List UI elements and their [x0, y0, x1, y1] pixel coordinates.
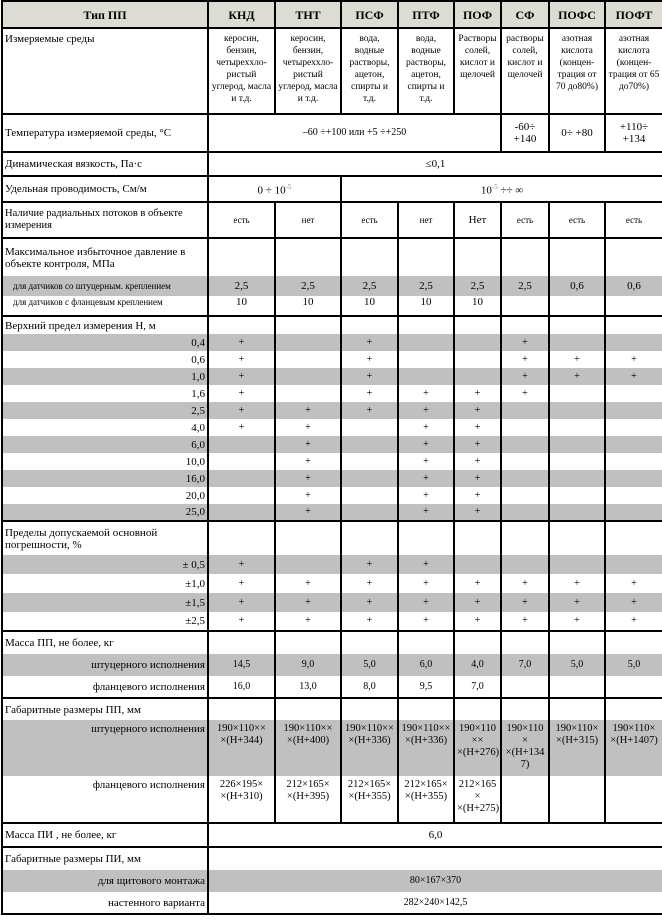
upper-limit-cell: + [398, 487, 454, 504]
dims-pp-cell: 190×110×× ×(Н+336) [398, 720, 454, 776]
upper-limit-cell [454, 351, 501, 368]
error-limits-cell: + [341, 574, 398, 593]
upper-limit-cell [398, 351, 454, 368]
pressure-cell: 0,6 [549, 276, 605, 296]
upper-limit-cell [605, 419, 662, 436]
dims-pp-cell: 190×110×× ×(Н+336) [341, 720, 398, 776]
upper-limit-cell: + [208, 351, 275, 368]
upper-limit-cell [341, 419, 398, 436]
error-limits-row [2, 612, 662, 631]
pressure-header-row [2, 238, 662, 276]
upper-limit-cell [549, 402, 605, 419]
pressure-cell: 10 [208, 296, 275, 316]
upper-limit-cell [605, 504, 662, 521]
upper-limit-cell [549, 453, 605, 470]
error-limits-cell: + [398, 612, 454, 631]
mass-pp-cell: 4,0 [454, 654, 501, 676]
upper-limit-row [2, 402, 662, 419]
dims-pp-cell [605, 776, 662, 823]
conductivity-label: Удельная проводимость, См/м [2, 176, 208, 202]
upper-limit-cell: + [454, 402, 501, 419]
error-limits-cell: + [398, 593, 454, 612]
upper-limit-cell: + [208, 385, 275, 402]
pressure-cell: 10 [341, 296, 398, 316]
error-limits-cell: + [275, 593, 341, 612]
upper-limit-cell [341, 487, 398, 504]
error-limits-cell: + [208, 593, 275, 612]
conductivity-low-base: 0 ÷ 10 [257, 184, 286, 197]
upper-limit-cell [454, 368, 501, 385]
header-col-pof: ПОФ [454, 1, 501, 28]
error-limits-cell: + [208, 612, 275, 631]
upper-limit-cell [275, 351, 341, 368]
pressure-cell: 2,5 [208, 276, 275, 296]
upper-limit-sublabel: 0,6 [2, 351, 208, 368]
error-limits-cell: + [605, 574, 662, 593]
error-limits-cell [501, 555, 549, 574]
temperature-sf: -60÷ +140 [501, 114, 549, 152]
pressure-sublabel: для датчиков со штуцерным. креплением [2, 276, 208, 296]
header-type-label: Тип ПП [2, 1, 208, 28]
upper-limit-cell: + [341, 385, 398, 402]
temperature-row [2, 114, 662, 152]
media-cell: азотная кислота (концен-трация от 65 до70%) [605, 28, 662, 114]
dims-pp-cell [501, 776, 549, 823]
upper-limit-cell: + [454, 453, 501, 470]
pressure-cell: 10 [454, 296, 501, 316]
radial-flows-cell: Нет [454, 202, 501, 238]
upper-limit-row [2, 334, 662, 351]
upper-limit-cell: + [501, 385, 549, 402]
upper-limit-cell [208, 453, 275, 470]
upper-limit-row [2, 419, 662, 436]
pressure-row-threaded [2, 276, 662, 296]
error-limits-cell: + [208, 555, 275, 574]
dims-pi-label: Габаритные размеры ПИ, мм [2, 847, 208, 870]
mass-pp-cell: 14,5 [208, 654, 275, 676]
upper-limit-cell [341, 436, 398, 453]
media-cell: керосин, бензин, четыреххло-ристый углерод, масла и т.д. [208, 28, 275, 114]
error-limits-cell: + [454, 612, 501, 631]
upper-limit-sublabel: 20,0 [2, 487, 208, 504]
mass-pp-row [2, 654, 662, 676]
upper-limit-cell: + [398, 470, 454, 487]
upper-limit-cell: + [275, 402, 341, 419]
pressure-cell [549, 296, 605, 316]
dims-pp-cell: 212×165× ×(Н+395) [275, 776, 341, 823]
mass-pp-cell: 9,0 [275, 654, 341, 676]
mass-pp-cell: 7,0 [454, 676, 501, 698]
upper-limit-cell [341, 470, 398, 487]
upper-limit-cell [501, 470, 549, 487]
upper-limit-cell: + [275, 453, 341, 470]
error-limits-cell: + [549, 593, 605, 612]
dims-pp-label: Габаритные размеры ПП, мм [2, 698, 208, 720]
upper-limit-cell [208, 436, 275, 453]
conductivity-high-tail: ÷÷ ∞ [497, 184, 524, 197]
upper-limit-cell: + [501, 351, 549, 368]
upper-limit-rows [2, 334, 662, 521]
dims-pp-sublabel: фланцевого исполнения [2, 776, 208, 823]
upper-limit-sublabel: 16,0 [2, 470, 208, 487]
pressure-cell [605, 296, 662, 316]
upper-limit-cell: + [454, 419, 501, 436]
dims-pp-cell: 190×110× ×(Н+1407) [605, 720, 662, 776]
dims-pi-value: 282×240×142,5 [208, 892, 662, 914]
upper-limit-cell: + [549, 351, 605, 368]
upper-limit-row [2, 351, 662, 368]
media-cell: керосин, бензин, четыреххло-ристый углерод, масла и т.д. [275, 28, 341, 114]
error-limits-header-row [2, 521, 662, 555]
mass-pi-label: Масса ПИ , не более, кг [2, 823, 208, 847]
dims-pp-cell: 190×110× ×(Н+315) [549, 720, 605, 776]
dims-pi-value: 80×167×370 [208, 870, 662, 892]
error-limits-cell: + [549, 574, 605, 593]
media-cell: Растворы солей, кислот и щелочей [454, 28, 501, 114]
mass-pp-cell: 8,0 [341, 676, 398, 698]
upper-limit-cell [398, 334, 454, 351]
error-limits-cell: + [398, 574, 454, 593]
upper-limit-cell [501, 402, 549, 419]
upper-limit-cell: + [605, 368, 662, 385]
upper-limit-cell: + [605, 351, 662, 368]
upper-limit-row [2, 487, 662, 504]
header-col-pofs: ПОФС [549, 1, 605, 28]
upper-limit-cell: + [501, 334, 549, 351]
pressure-cell: 2,5 [341, 276, 398, 296]
conductivity-low-exp: -5 [285, 183, 292, 192]
upper-limit-cell: + [208, 402, 275, 419]
dims-pp-row-flanged [2, 776, 662, 823]
upper-limit-cell [605, 436, 662, 453]
upper-limit-cell: + [208, 334, 275, 351]
error-limits-cell [605, 555, 662, 574]
pressure-cell: 2,5 [398, 276, 454, 296]
temperature-poft: +110÷ +134 [605, 114, 662, 152]
upper-limit-cell [605, 334, 662, 351]
dims-pi-sublabel: для щитового монтажа [2, 870, 208, 892]
radial-flows-cell: нет [275, 202, 341, 238]
upper-limit-cell [275, 368, 341, 385]
radial-flows-cell: есть [341, 202, 398, 238]
mass-pp-sublabel: штуцерного исполнения [2, 654, 208, 676]
media-cell: азотная кислота (концен-трация от 70 до80%) [549, 28, 605, 114]
dims-pp-cell [549, 776, 605, 823]
upper-limit-cell [605, 402, 662, 419]
dims-pp-sublabel: штуцерного исполнения [2, 720, 208, 776]
upper-limit-cell: + [501, 368, 549, 385]
dims-pp-cell: 226×195× ×(Н+310) [208, 776, 275, 823]
upper-limit-cell [398, 368, 454, 385]
error-limits-cell: + [275, 612, 341, 631]
upper-limit-cell [208, 487, 275, 504]
dims-pi-sublabel: настенного варианта [2, 892, 208, 914]
specification-table [1, 0, 662, 915]
upper-limit-sublabel: 4,0 [2, 419, 208, 436]
dims-pi-row-wall [2, 892, 662, 914]
error-limits-cell: + [398, 555, 454, 574]
error-limits-cell: + [501, 593, 549, 612]
upper-limit-cell: + [275, 470, 341, 487]
mass-pi-row [2, 823, 662, 847]
mass-pp-cell [605, 676, 662, 698]
upper-limit-cell: + [341, 334, 398, 351]
error-limits-cell: + [501, 612, 549, 631]
temperature-common: –60 ÷+100 или +5 ÷+250 [208, 114, 501, 152]
upper-limit-sublabel: 25,0 [2, 504, 208, 521]
pressure-cell: 10 [275, 296, 341, 316]
upper-limit-cell [549, 419, 605, 436]
radial-flows-row [2, 202, 662, 238]
media-row [2, 28, 662, 114]
error-limits-cell: + [605, 612, 662, 631]
conductivity-low [208, 176, 341, 202]
mass-pp-sublabel: фланцевого исполнения [2, 676, 208, 698]
mass-pp-cell: 5,0 [341, 654, 398, 676]
upper-limit-row [2, 368, 662, 385]
upper-limit-cell: + [341, 368, 398, 385]
upper-limit-sublabel: 0,4 [2, 334, 208, 351]
header-col-sf: СФ [501, 1, 549, 28]
error-limits-cell [275, 555, 341, 574]
dims-pp-cell: 190×110×× ×(Н+344) [208, 720, 275, 776]
pressure-cell: 0,6 [605, 276, 662, 296]
radial-flows-cell: есть [501, 202, 549, 238]
media-label: Измеряемые среды [2, 28, 208, 114]
dims-pp-cell: 190×110 ×× ×(Н+276) [454, 720, 501, 776]
upper-limit-cell: + [398, 385, 454, 402]
upper-limit-cell: + [398, 402, 454, 419]
temperature-pofs: 0÷ +80 [549, 114, 605, 152]
error-limits-cell: + [208, 574, 275, 593]
mass-pp-cell [501, 676, 549, 698]
upper-limit-cell [275, 334, 341, 351]
upper-limit-cell [605, 487, 662, 504]
upper-limit-cell: + [454, 470, 501, 487]
upper-limit-cell: + [454, 487, 501, 504]
dims-pp-cell: 212×165× ×(Н+355) [398, 776, 454, 823]
radial-flows-cell: есть [605, 202, 662, 238]
radial-flows-cell: нет [398, 202, 454, 238]
upper-limit-cell [605, 453, 662, 470]
header-col-knd: КНД [208, 1, 275, 28]
viscosity-row [2, 152, 662, 176]
error-limits-row [2, 574, 662, 593]
upper-limit-cell [275, 385, 341, 402]
upper-limit-sublabel: 10,0 [2, 453, 208, 470]
error-limits-sublabel: ±1,5 [2, 593, 208, 612]
error-limits-sublabel: ± 0,5 [2, 555, 208, 574]
upper-limit-row [2, 453, 662, 470]
dims-pp-cell: 190×110 × ×(Н+134 7) [501, 720, 549, 776]
error-limits-cell: + [454, 574, 501, 593]
error-limits-cell: + [341, 593, 398, 612]
error-limits-cell: + [341, 555, 398, 574]
mass-pp-cell: 5,0 [549, 654, 605, 676]
upper-limit-sublabel: 6,0 [2, 436, 208, 453]
viscosity-value: ≤0,1 [208, 152, 662, 176]
dims-pi-header-row [2, 847, 662, 870]
upper-limit-cell [501, 419, 549, 436]
mass-pp-cell: 13,0 [275, 676, 341, 698]
upper-limit-row [2, 436, 662, 453]
upper-limit-cell: + [275, 504, 341, 521]
upper-limit-cell [549, 470, 605, 487]
upper-limit-cell: + [341, 351, 398, 368]
error-limits-sublabel: ±2,5 [2, 612, 208, 631]
radial-flows-cell: есть [208, 202, 275, 238]
upper-limit-sublabel: 1,6 [2, 385, 208, 402]
header-col-psf: ПСФ [341, 1, 398, 28]
upper-limit-cell [454, 334, 501, 351]
upper-limit-cell: + [275, 419, 341, 436]
pressure-label: Максимальное избыточное давление в объекте контроля, МПа [2, 238, 208, 276]
pressure-row-flanged [2, 296, 662, 316]
upper-limit-sublabel: 1,0 [2, 368, 208, 385]
pressure-cell: 2,5 [454, 276, 501, 296]
upper-limit-row [2, 385, 662, 402]
media-cell: вода, водные растворы, ацетон, спирты и т.д. [398, 28, 454, 114]
media-cell: вода, водные растворы, ацетон, спирты и т.д. [341, 28, 398, 114]
upper-limit-cell [208, 504, 275, 521]
dims-pp-cell: 212×165 × ×(Н+275) [454, 776, 501, 823]
upper-limit-cell [605, 470, 662, 487]
error-limits-cell: + [341, 612, 398, 631]
upper-limit-cell: + [398, 419, 454, 436]
conductivity-high-exp: -5 [491, 183, 498, 192]
mass-pp-cell: 7,0 [501, 654, 549, 676]
conductivity-row [2, 176, 662, 202]
error-limits-cell: + [454, 593, 501, 612]
error-limits-row [2, 555, 662, 574]
upper-limit-row [2, 504, 662, 521]
upper-limit-cell: + [398, 453, 454, 470]
header-row [2, 1, 662, 28]
mass-pp-header-row [2, 631, 662, 654]
dims-pp-row-threaded [2, 720, 662, 776]
pressure-cell: 10 [398, 296, 454, 316]
error-limits-cell: + [549, 612, 605, 631]
error-limits-cell: + [501, 574, 549, 593]
upper-limit-cell: + [341, 402, 398, 419]
mass-pp-rows [2, 654, 662, 698]
mass-pi-value: 6,0 [208, 823, 662, 847]
upper-limit-cell: + [275, 487, 341, 504]
upper-limit-cell [501, 504, 549, 521]
upper-limit-cell: + [454, 385, 501, 402]
upper-limit-header-row [2, 316, 662, 334]
upper-limit-cell [501, 436, 549, 453]
upper-limit-cell: + [398, 504, 454, 521]
upper-limit-label: Верхний предел измерения Н, м [2, 316, 208, 334]
mass-pp-cell [549, 676, 605, 698]
temperature-label: Температура измеряемой среды, °С [2, 114, 208, 152]
conductivity-high [341, 176, 662, 202]
error-limits-label: Пределы допускаемой основной погрешности, % [2, 521, 208, 555]
mass-pp-label: Масса ПП, не более, кг [2, 631, 208, 654]
pressure-cell: 2,5 [275, 276, 341, 296]
error-limits-cell [549, 555, 605, 574]
header-col-poft: ПОФТ [605, 1, 662, 28]
upper-limit-cell: + [208, 419, 275, 436]
radial-flows-cell: есть [549, 202, 605, 238]
upper-limit-cell: + [398, 436, 454, 453]
upper-limit-cell [549, 334, 605, 351]
upper-limit-cell: + [275, 436, 341, 453]
upper-limit-cell [549, 436, 605, 453]
conductivity-high-base: 10 [480, 184, 492, 197]
upper-limit-cell [501, 487, 549, 504]
dims-pp-cell: 212×165× ×(Н+355) [341, 776, 398, 823]
pressure-sublabel: для датчиков с фланцевым креплением [2, 296, 208, 316]
upper-limit-cell: + [454, 436, 501, 453]
error-limits-row [2, 593, 662, 612]
error-limits-rows [2, 555, 662, 631]
dims-pi-row-panel [2, 870, 662, 892]
upper-limit-cell: + [208, 368, 275, 385]
upper-limit-cell [208, 470, 275, 487]
error-limits-cell [454, 555, 501, 574]
mass-pp-cell: 6,0 [398, 654, 454, 676]
upper-limit-cell: + [454, 504, 501, 521]
media-cell: растворы солей, кислот и щелочей [501, 28, 549, 114]
mass-pp-cell: 5,0 [605, 654, 662, 676]
mass-pp-cell: 16,0 [208, 676, 275, 698]
upper-limit-row [2, 470, 662, 487]
upper-limit-cell [341, 504, 398, 521]
upper-limit-cell [549, 385, 605, 402]
mass-pp-cell: 9,5 [398, 676, 454, 698]
header-col-ptf: ПТФ [398, 1, 454, 28]
upper-limit-cell [549, 504, 605, 521]
error-limits-sublabel: ±1,0 [2, 574, 208, 593]
upper-limit-cell [341, 453, 398, 470]
upper-limit-cell [501, 453, 549, 470]
viscosity-label: Динамическая вязкость, Па·с [2, 152, 208, 176]
error-limits-cell: + [605, 593, 662, 612]
dims-pp-cell: 190×110×× ×(Н+400) [275, 720, 341, 776]
header-col-tnt: ТНТ [275, 1, 341, 28]
error-limits-cell: + [275, 574, 341, 593]
upper-limit-cell: + [549, 368, 605, 385]
pressure-cell [501, 296, 549, 316]
upper-limit-sublabel: 2,5 [2, 402, 208, 419]
upper-limit-cell [549, 487, 605, 504]
mass-pp-row [2, 676, 662, 698]
radial-flows-label: Наличие радиальных потоков в объекте измерения [2, 202, 208, 238]
upper-limit-cell [605, 385, 662, 402]
pressure-cell: 2,5 [501, 276, 549, 296]
dims-pp-header-row [2, 698, 662, 720]
